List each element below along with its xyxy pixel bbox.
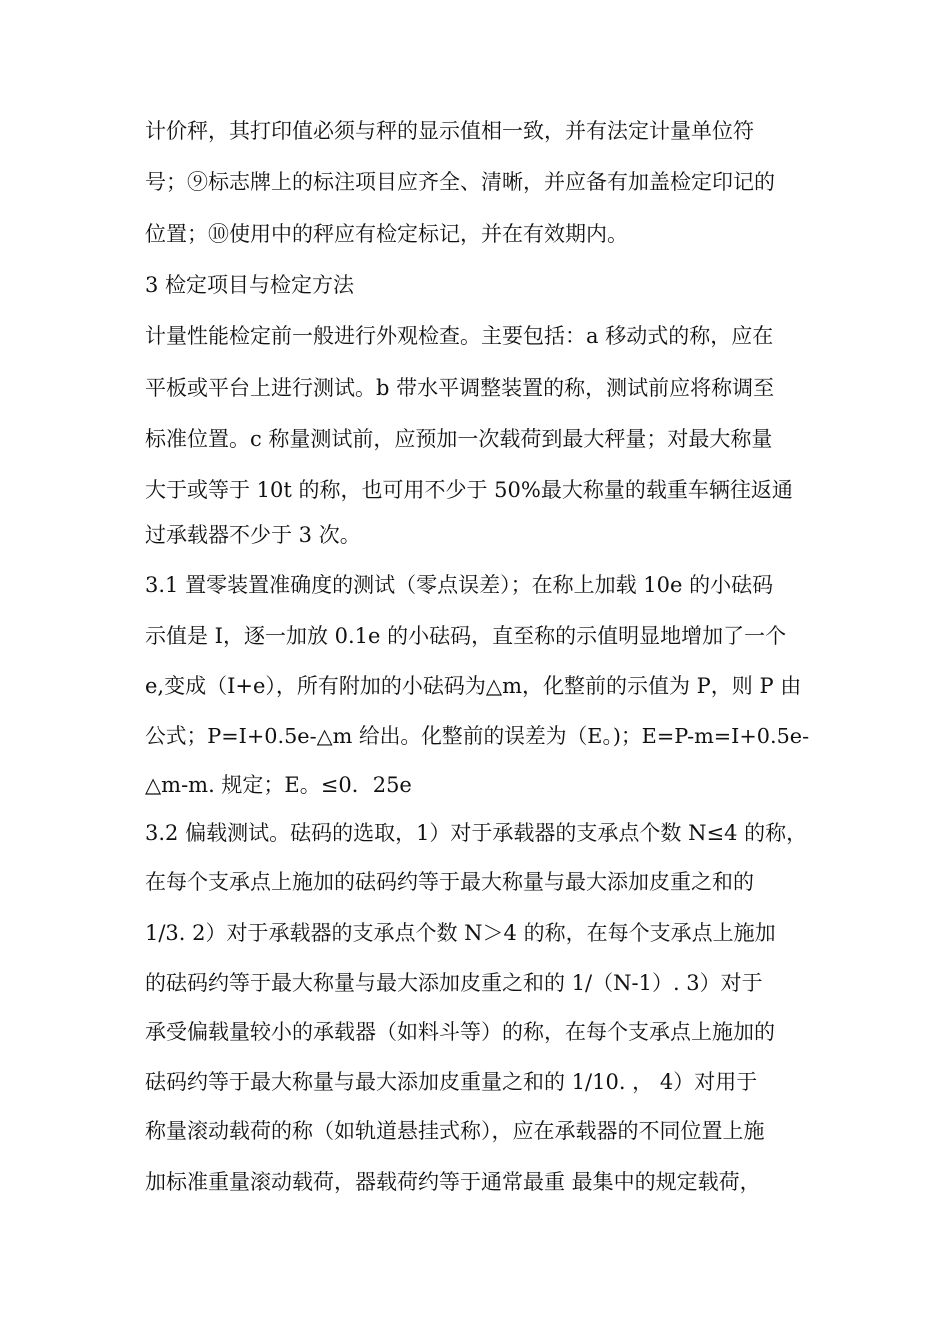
text-line: △m-m. 规定；E。≤0．25e — [145, 773, 412, 797]
text-line: 公式；P=I+0.5e-△m 给出。化整前的误差为（E。)；E=P-m=I+0.5e- — [145, 724, 810, 748]
text-line: 在每个支承点上施加的砝码约等于最大称量与最大添加皮重之和的 — [145, 870, 754, 894]
text-line: e,变成（I+e），所有附加的小砝码为△m，化整前的示值为 P，则 P 由 — [145, 674, 802, 698]
text-line: 3.1 置零装置准确度的测试（零点误差）；在称上加载 10e 的小砝码 — [145, 573, 774, 597]
text-line: 大于或等于 10t 的称，也可用不少于 50%最大称量的载重车辆往返通 — [145, 478, 793, 502]
text-line: 号；⑨标志牌上的标注项目应齐全、清晰，并应备有加盖检定印记的 — [145, 170, 775, 194]
text-line: 位置；⑩使用中的秤应有检定标记，并在有效期内。 — [145, 222, 628, 246]
text-line: 计价秤，其打印值必须与秤的显示值相一致，并有法定计量单位符 — [145, 119, 754, 143]
text-line: 加标准重量滚动载荷，器载荷约等于通常最重 最集中的规定载荷， — [145, 1170, 761, 1194]
section-heading: 3 检定项目与检定方法 — [145, 273, 355, 297]
text-line: 3.2 偏载测试。砝码的选取，1）对于承载器的支承点个数 N≤4 的称， — [145, 821, 808, 845]
text-line: 标准位置。c 称量测试前，应预加一次载荷到最大秤量；对最大称量 — [145, 427, 773, 451]
text-line: 示值是 I，逐一加放 0.1e 的小砝码，直至称的示值明显地增加了一个 — [145, 624, 787, 648]
text-line: 平板或平台上进行测试。b 带水平调整装置的称，测试前应将称调至 — [145, 376, 775, 400]
text-line: 1/3. 2）对于承载器的支承点个数 N＞4 的称，在每个支承点上施加 — [145, 921, 776, 945]
text-line: 承受偏载量较小的承载器（如料斗等）的称，在每个支承点上施加的 — [145, 1020, 775, 1044]
text-line: 砝码约等于最大称量与最大添加皮重量之和的 1/10. ， 4）对用于 — [145, 1070, 758, 1094]
text-line: 计量性能检定前一般进行外观检查。主要包括：a 移动式的称，应在 — [145, 324, 774, 348]
text-line: 过承载器不少于 3 次。 — [145, 523, 361, 547]
text-line: 的砝码约等于最大称量与最大添加皮重之和的 1/（N-1）. 3）对于 — [145, 971, 763, 995]
text-line: 称量滚动载荷的称（如轨道悬挂式称），应在承载器的不同位置上施 — [145, 1119, 765, 1143]
